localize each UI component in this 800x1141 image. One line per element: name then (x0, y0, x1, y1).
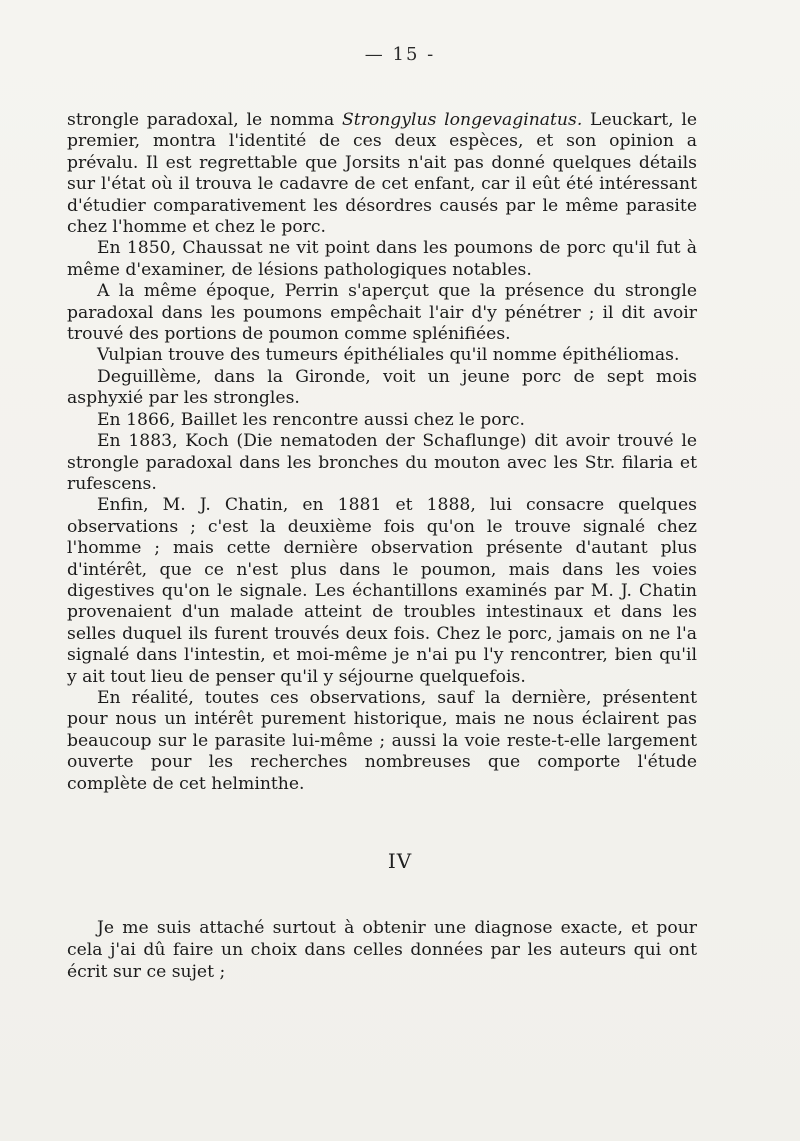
paragraph (67, 367, 697, 410)
paragraph (67, 110, 697, 238)
paragraph (67, 238, 697, 281)
text-run: En 1866, Baillet les rencontre aussi chez le porc. (97, 409, 525, 430)
text-run: Vulpian trouve des tumeurs épithéliales qu'il nomme épithéliomas. (97, 345, 680, 366)
closing-text: Je me suis attaché surtout à obtenir une diagnose exacte, et pour cela j'ai dû faire un choix dans celles données par les auteurs qui ont écrit sur ce sujet ; (67, 918, 697, 982)
closing-paragraph (67, 917, 697, 983)
text-run: A la même époque, Perrin s'aperçut que la présence du strongle paradoxal dans les poumons empêchait l'air d'y pénétrer ; il dit avoir trouvé des portions de poumon comme splénifiées. (67, 281, 697, 345)
text-run: En 1883, Koch (Die nematoden der Schaflunge) dit avoir trouvé le strongle paradoxal dans les bronches du mouton avec les Str. filaria et rufescens. (67, 431, 697, 494)
text-run: En réalité, toutes ces observations, sauf la dernière, présentent pour nous un intérêt purement historique, mais ne nous éclairent pas beaucoup sur le parasite lui-même ; aussi la voie reste-t-elle largement ouverte pour les recherches nombreuses que comporte l'étude complète de cet helminthe. (67, 687, 697, 794)
page-number: — 15 - (364, 44, 436, 65)
paragraph (67, 688, 697, 795)
body-text (67, 110, 697, 795)
paragraph (67, 495, 697, 688)
text-run: Leuckart, le premier, montra l'identité de ces deux espèces, et son opinion a prévalu. Il est regrettable que Jorsits n'ait pas donné quelques détails sur l'état où il trouva le cadavre de cet enfant, car il eût été intéressant d'étudier comparativement les désordres causés par le même parasite chez l'homme et chez le porc. (67, 110, 698, 238)
text-run: Deguillème, dans la Gironde, voit un jeune porc de sept mois asphyxié par les strongles. (67, 366, 697, 409)
paragraph (67, 345, 697, 366)
text-run: Enfin, M. J. Chatin, en 1881 et 1888, lui consacre quelques observations ; c'est la deuxième fois qu'on le trouve signalé chez l'homme ; mais cette dernière observation présente d'autant plus d'intérêt, que ce n'est plus dans le poumon, mais dans les voies digestives qu'on le signale. Les échantillons examinés par M. J. Chatin provenaient d'un malade atteint de troubles intestinaux et dans les selles duquel ils furent trouvés deux fois. Chez le porc, jamais on ne l'a signalé dans l'intestin, et moi-même je n'ai pu l'y rencontrer, bien qu'il y ait tout lieu de penser qu'il y séjourne quelquefois. (67, 495, 697, 687)
section-title: IV (387, 849, 413, 873)
italic-text: Strongylus longevaginatus. (341, 110, 583, 130)
text-run: strongle paradoxal, le nomma (67, 110, 342, 130)
paragraph (67, 410, 697, 431)
paragraph (67, 281, 697, 345)
text-run: En 1850, Chaussat ne vit point dans les poumons de porc qu'il fut à même d'examiner, de lésions pathologiques notables. (67, 238, 697, 280)
paragraph (67, 431, 697, 495)
